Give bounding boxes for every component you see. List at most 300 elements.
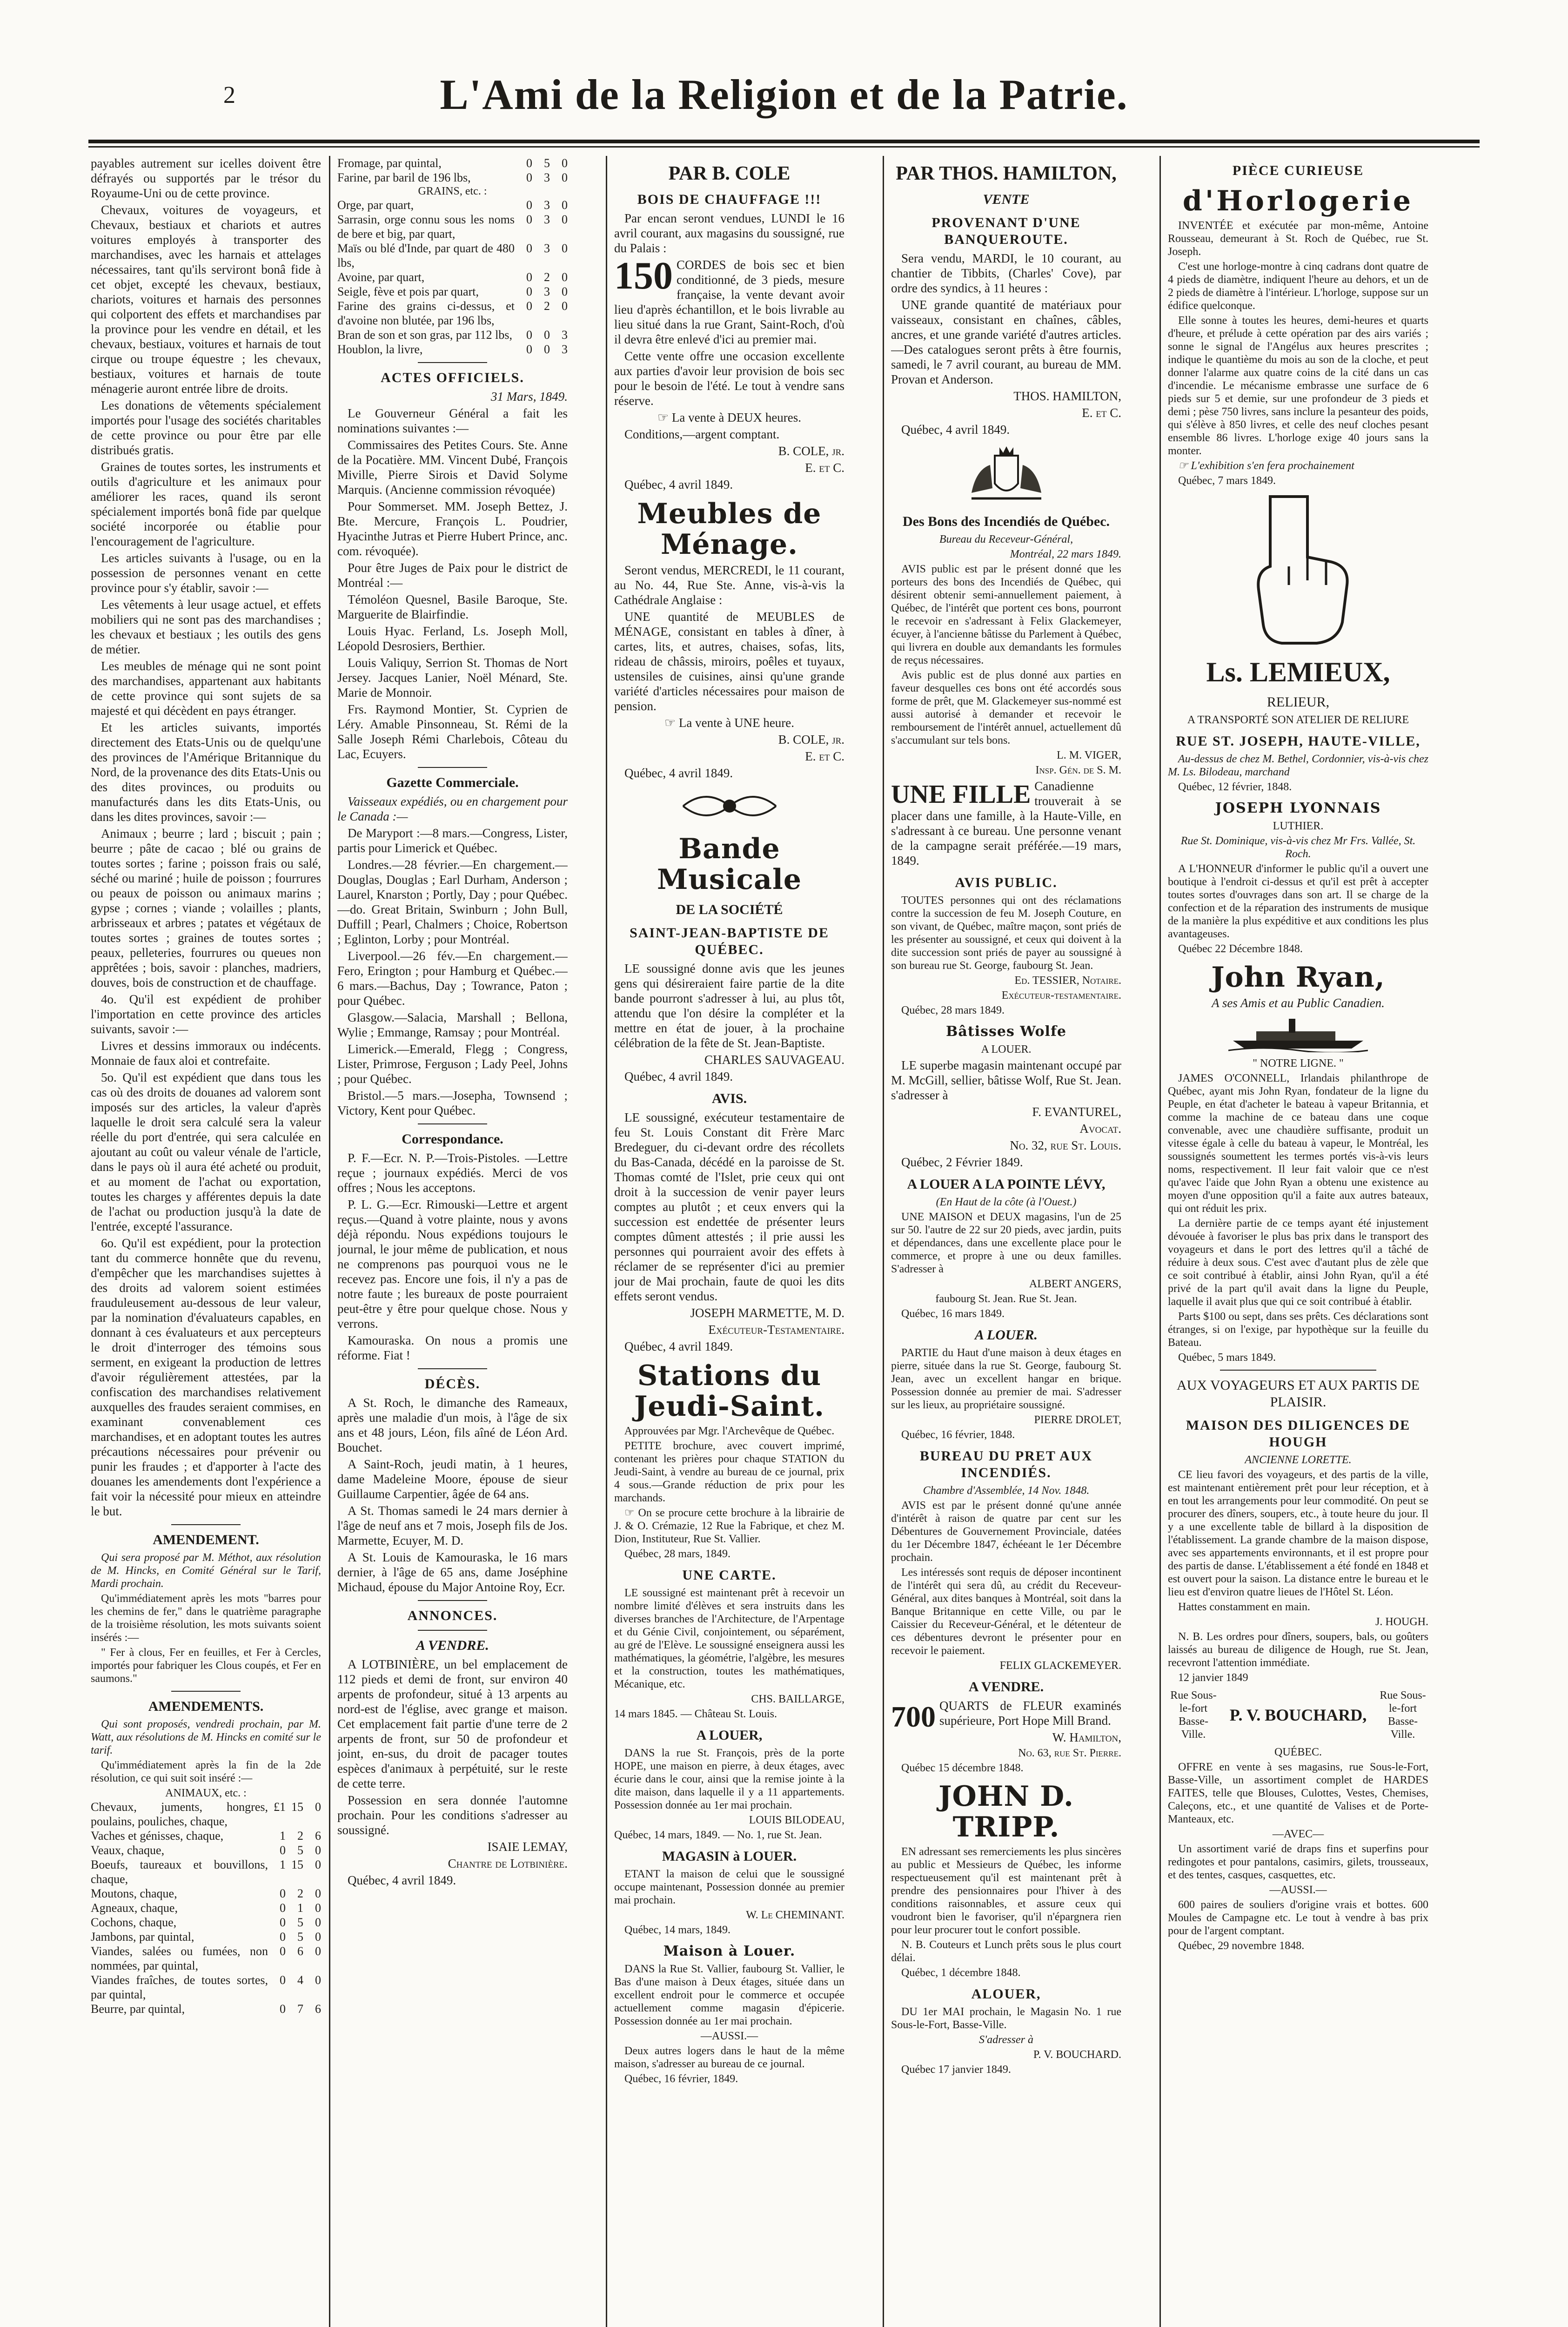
dateline: Québec, 28 mars 1849. — [901, 1004, 1005, 1016]
price-value: 0 — [315, 1800, 321, 1814]
section-heading: Correspondance. — [402, 1131, 503, 1147]
paragraph-text: Canadienne trouverait à se placer dans une famille, à la Haute-Ville, en s'adressant à ce bureau. Une personne venant de la campagne serait préférée.—19 mars, 1849. — [891, 779, 1121, 868]
signature: CHARLES SAUVAGEAU. — [704, 1053, 844, 1067]
signature: F. EVANTUREL, — [1032, 1105, 1121, 1119]
column-separator — [606, 156, 607, 2327]
paragraph: LE soussigné donne avis que les jeunes gens qui désireraient faire partie de la dite bande pourront s'adresser à lui, au plus tôt, attendu que l'on désire la compléter et la mettre en état de jouer, à la prochaine célébration de la fête de St. Jean-Baptiste. — [614, 962, 844, 1050]
signature: Insp. Gén. de S. M. — [1035, 764, 1121, 776]
paragraph: JAMES O'CONNELL, Irlandais philanthrope de Québec, ayant mis John Ryan, fondateur de la ligne du Peuple, en état d'acheter le bateau à vapeur Britannia, et comme la machine de ce bateau dans une coque convenable, avec une chaudière suffisante, produit un vitesse égale à celle du bateau à vapeur, le Montréal, les soussignés soumettent les termes portés vis-à-vis leurs noms, respectivement. Il leur fait valoir que ce n'est qu'avec l'aide que John Ryan a obtenu une existence au moyen d'une opposition qu'il a faite aux autres bateaux, qui ont réduit les prix. — [1168, 1072, 1428, 1215]
paragraph: ETANT la maison de celui que le soussigné occupe maintenant, Possession donnée au premier mai prochain. — [614, 1868, 844, 1906]
paragraph: 4o. Qu'il est expédient de prohiber l'importation en cette province des articles suivants, savoir :— — [91, 992, 321, 1036]
paragraph: DANS la Rue St. Vallier, faubourg St. Vallier, le Bas d'une maison à Deux étages, située dans un excellent endroit pour le commerce et occupée actuellement comme magasin d'épicerie. Possession donnée au 1er mai prochain. — [614, 1963, 844, 2027]
price-item: Avoine, par quart, — [337, 270, 425, 284]
address: Rue Sous-le-fort Basse-Ville. — [1170, 1689, 1217, 1741]
signature: Chantre de Lotbinière. — [448, 1856, 568, 1870]
price-value: 3 — [544, 213, 550, 226]
paragraph: Louis Hyac. Ferland, Ls. Joseph Moll, Léopold Desrosiers, Berthier. — [337, 624, 568, 653]
signature: CHS. BAILLARGE, — [751, 1693, 844, 1705]
paragraph: Pour être Juges de Paix pour le district de Montréal :— — [337, 561, 568, 590]
price-value: 0 — [315, 1843, 321, 1857]
paragraph: Animaux ; beurre ; lard ; biscuit ; pain ; beurre ; pâte de cacao ; blé ou grains de toutes sortes ; farine ; poisson frais ou salé, séché ou mariné ; huile de poisson ; fourrures ou peaux de poisson ou animaux marins ; gypse ; cornes ; viande ; volailles ; plants, arbrisseaux et arbres ; patates et végétaux de toutes sortes ; graines de toutes sortes ; peaux, pelleteries, fourrures ou queues non apprêtées ; bois, savoir : planches, madriers, douves, bois de construction et de chauffage. — [91, 827, 321, 989]
paragraph: Bristol.—5 mars.—Josepha, Townsend ; Victory, Kent pour Québec. — [337, 1089, 568, 1117]
price-value: 5 — [544, 156, 550, 170]
paragraph: A TRANSPORTÉ SON ATELIER DE RELIURE — [1187, 714, 1409, 726]
price-item: Orge, par quart, — [337, 198, 414, 212]
divider — [1220, 1370, 1376, 1371]
dateline: Québec, 16 mars 1849. — [901, 1308, 1005, 1320]
dateline: Québec, 12 février, 1848. — [1178, 781, 1292, 793]
ornament-icon — [678, 785, 781, 827]
price-item: Cochons, chaque, — [91, 1916, 177, 1929]
dateline: 12 janvier 1849 — [1178, 1672, 1248, 1684]
price-value: 0 — [562, 171, 568, 184]
price-value: 0 — [315, 1901, 321, 1915]
divider — [171, 1691, 241, 1692]
paragraph: S'adresser à — [979, 2034, 1033, 2046]
paragraph: UNE MAISON et DEUX magasins, l'un de 25 sur 50. l'autre de 22 sur 20 pieds, avec jardin, puits et dépendances, dans une excellente place pour le commerce, et propre à une ou deux familles. S'adresser à — [891, 1211, 1121, 1275]
price-value: 5 — [297, 1843, 303, 1857]
paragraph: —AVEC— — [1272, 1828, 1324, 1840]
section-heading: Gazette Commerciale. — [386, 775, 519, 790]
price-value: 0 — [526, 156, 532, 170]
paragraph: Approuvées par Mgr. l'Archevêque de Québec. — [624, 1425, 835, 1437]
price-value: 0 — [280, 1901, 286, 1915]
paragraph: A ses Amis et au Public Canadien. — [1212, 996, 1385, 1010]
paragraph: Le Gouverneur Général a fait les nominations suivantes :— — [337, 406, 568, 435]
paragraph: Conditions,—argent comptant. — [624, 427, 780, 441]
paragraph — [891, 1698, 1121, 1733]
ad-heading: MAGASIN à LOUER. — [662, 1849, 797, 1864]
paragraph: A St. Louis de Kamouraska, le 16 mars dernier, à l'âge de 65 ans, dame Joséphine Michaud, épouse du Major Antoine Roy, Ecr. — [337, 1550, 568, 1594]
dateline: Québec, 2 Février 1849. — [901, 1155, 1023, 1169]
ad-heading: AVIS PUBLIC. — [955, 875, 1058, 890]
address: Rue Sous-le-fort Basse-Ville. — [1380, 1689, 1426, 1741]
price-table — [337, 156, 568, 185]
paragraph: DANS la rue St. François, près de la porte HOPE, une maison en pierre, à deux étages, avec écurie dans le cour, ainsi que la remise jointe à la dite maison, dans laquelle il y a 11 appartements. Possession donnée au 1er mai prochain. — [614, 1747, 844, 1811]
price-value: 0 — [280, 2002, 286, 2016]
paragraph: Sera vendu, MARDI, le 10 courant, au chantier de Tibbits, (Charles' Cove), par ordre des syndics, à 11 heures : — [891, 251, 1121, 295]
paragraph: OFFRE en vente à ses magasins, rue Sous-le-Fort, Basse-Ville, un assortiment complet de HARDES FAITES, telle que Blouses, Culottes, Vestes, Chemises, Caleçons, etc., et une quantité de Valises et de Porte-Manteaux, etc. — [1168, 1761, 1428, 1825]
paragraph: EN adressant ses remerciements les plus sincères au public et Messieurs de Québec, les informe respectueusement qu'il est maintenant prêt à prendre des pensionnaires pour l'hiver à des conditions raisonnables, et assure ceux qui voudront bien le favoriser, qu'il n'épargnera rien pour leur procurer tout le confort possible. — [891, 1846, 1121, 1936]
price-row — [337, 270, 568, 284]
paragraph: AVIS est par le présent donné qu'une année d'intérêt à raison de quatre par cent sur les Débentures de Gouvernement Provinciale, datées du 1er Décembre 1847, échéeant le 1er Décembre prochain. — [891, 1500, 1121, 1564]
address: faubourg St. Jean. Rue St. Jean. — [935, 1293, 1077, 1305]
paragraph: A St. Roch, le dimanche des Rameaux, après une maladie d'un mois, à l'âge de six ans et 48 jours, Léon, fils aîné de Léon Ard. Bouchet. — [337, 1396, 568, 1454]
price-value: 7 — [297, 2002, 303, 2016]
ad-subheading: DE LA SOCIÉTÉ — [676, 902, 783, 917]
dateline: Québec, 14 mars, 1849. — No. 1, rue St. Jean. — [614, 1829, 822, 1841]
price-value: 0 — [562, 242, 568, 255]
price-value: 3 — [544, 242, 550, 255]
signature: Exécuteur-testamentaire. — [1001, 989, 1121, 1002]
signature: Avocat. — [1079, 1122, 1121, 1136]
divider — [171, 1524, 241, 1525]
paragraph: C'est une horloge-montre à cinq cadrans dont quatre de 4 pieds de diamètre, indiquent l'heure au dehors, et un de 2 pieds de diamètre à l'intérieur. L'horloge, suppose sur un édifice quelconque. — [1168, 261, 1428, 312]
dateline: Québec 15 décembre 1848. — [901, 1762, 1024, 1774]
paragraph: A Saint-Roch, jeudi matin, à 1 heures, dame Madeleine Moore, épouse de sieur Guillaume Carpentier, âgée de 64 ans. — [337, 1457, 568, 1501]
ad-heading: Stations du Jeudi-Saint. — [634, 1359, 825, 1423]
dateline: Québec, 5 mars 1849. — [1178, 1352, 1276, 1364]
amendment-heading: AMENDEMENT. — [153, 1532, 259, 1547]
address: No. 32, rue St. Louis. — [1010, 1138, 1121, 1152]
signature: PIERRE DROLET, — [1034, 1414, 1121, 1426]
price-value: 3 — [544, 198, 550, 212]
price-row — [91, 1829, 321, 1843]
royal-arms-icon — [962, 442, 1051, 507]
dateline: Québec, 4 avril 1849. — [901, 423, 1010, 437]
signature: E. et C. — [1082, 406, 1121, 420]
masthead — [0, 0, 1568, 149]
price-value: 1 — [297, 1901, 303, 1915]
paragraph: " Fer à clous, Fer en feuilles, et Fer à Cercles, importés pour fabriquer les Clous coupés, et Fer en saumons." — [91, 1647, 321, 1685]
price-value: 0 — [315, 1858, 321, 1871]
paragraph: Les vêtements à leur usage actuel, et effets mobiliers qui ne sont pas des marchandises ; les chevaux et bestiaux ; les outils des gens de métier. — [91, 598, 321, 656]
price-value: 0 — [315, 1973, 321, 1987]
price-value: 0 — [562, 270, 568, 284]
price-row — [337, 156, 568, 170]
column-separator — [329, 156, 330, 2327]
paragraph: UNE quantité de MEUBLES de MÉNAGE, consistant en tables à dîner, à cartes, lits, et autres, chaises, sofas, lits, rideau de châssis, miroirs, poêles et tuyaux, ustensiles de cuisines, ainsi qu'une grande variété d'articles nécessaires pour maison de pension. — [614, 610, 844, 713]
price-value: 0 — [280, 1843, 286, 1857]
pointing-hand-icon — [1238, 492, 1359, 650]
address: No. 63, rue St. Pierre. — [1018, 1747, 1121, 1759]
dateline: Québec, 14 mars, 1849. — [624, 1924, 730, 1936]
paragraph: Deux autres logers dans le haut de la même maison, s'adresser au bureau de ce journal. — [614, 2045, 844, 2070]
section-heading: ANNONCES. — [407, 1608, 498, 1623]
price-item: Vaches et génisses, chaque, — [91, 1829, 224, 1843]
address: No. 1, rue St. Jean. — [737, 1829, 822, 1841]
subheading: GRAINS, etc. : — [418, 185, 487, 197]
price-row — [91, 1930, 321, 1944]
price-item: Houblon, la livre, — [337, 343, 423, 356]
signature: L. M. VIGER, — [1057, 749, 1121, 761]
signature: W. Hamilton, — [1052, 1730, 1121, 1744]
paragraph: N. B. Couteurs et Lunch prêts sous le plus court délai. — [891, 1939, 1121, 1964]
signature: LOUIS BILODEAU, — [749, 1814, 844, 1826]
price-item: Farine, par baril de 196 lbs, — [337, 171, 471, 184]
ad-heading: PAR THOS. HAMILTON, — [896, 163, 1117, 184]
price-value: 4 — [297, 1973, 303, 1987]
paragraph: P. F.—Ecr. N. P.—Trois-Pistoles. —Lettre reçue ; journaux expédiés. Merci de vos offres ; Nous les acceptons. — [337, 1151, 568, 1195]
price-value: 0 — [280, 1930, 286, 1944]
price-value: 0 — [280, 1973, 286, 1987]
price-value: 0 — [544, 343, 550, 356]
masthead-rule-thin — [88, 146, 1480, 148]
price-row — [337, 170, 568, 185]
price-value: 3 — [544, 171, 550, 184]
price-row — [337, 212, 568, 241]
paragraph: Elle sonne à toutes les heures, demi-heures et quarts d'heure, et prélude à cette opération par des airs variés ; sonne le signal de l'Angélus aux heures prescrites ; indique le quantième du mois au son de la cloche, et peut donner l'alarme aux quatre coins de la cité dans un cas d'incendie. Le mécanisme embrasse une surface de 6 pieds sur 5 et demie, sur une profondeur de 3 pieds et demi ; pèse 750 livres, sans inclure la pesanteur des poids, qui s'élève à 850 livres, et celle des neuf cloches pesant ensemble 86 livres. L'horloge exige 40 jours sans la monter. — [1168, 315, 1428, 457]
paragraph: De Maryport :—8 mars.—Congress, Lister, partis pour Limerick et Québec. — [337, 826, 568, 855]
price-item: Boeufs, taureaux et bouvillons, chaque, — [91, 1858, 268, 1886]
ad-heading: BOIS DE CHAUFFAGE !!! — [637, 192, 822, 207]
page-number: 2 — [223, 82, 235, 108]
price-value: 0 — [315, 1887, 321, 1900]
price-value: 6 — [315, 1829, 321, 1843]
price-row — [91, 2002, 321, 2016]
paragraph: CE lieu favori des voyageurs, et des partis de la ville, est maintenant entièrement prêt pour leur réception, et à en tout les arrangements pour leur commodité. On peut se procurer des dîners, soupers, etc., à toute heure du jour. Il y a une excellente table de billard à la disposition de l'établissement. La grande chambre de la maison dispose, avec ses appartements environnants, et il est propre pour des partis de danse. L'établissement a été fondé en 1848 et est ouvert pour la saison. La distance entre le bureau et le lieu est d'environ quatre lieues de l'Hôtel St. Léon. — [1168, 1469, 1428, 1598]
price-value: 0 — [526, 299, 532, 313]
price-value: 1 — [280, 1858, 286, 1871]
price-value: 0 — [526, 328, 532, 342]
ad-heading: JOHN D. TRIPP. — [938, 1780, 1074, 1843]
column-3 — [614, 156, 844, 2327]
price-value: 0 — [526, 242, 532, 255]
divider — [418, 362, 487, 363]
amendment-intro: Qui sera proposé par M. Méthot, aux résolution de M. Hincks, en Comité Général sur le Tarif, Mardi prochain. — [91, 1552, 321, 1590]
paragraph: Par encan seront vendues, LUNDI le 16 avril courant, aux magasins du soussigné, rue du Palais : — [614, 211, 844, 255]
ad-subheading: VENTE — [983, 192, 1030, 207]
price-value: 15 — [291, 1858, 303, 1871]
paragraph: A St. Thomas samedi le 24 mars dernier à l'âge de neuf ans et 7 mois, Joseph fils de Jos. Marmette, Ecuyer, M. D. — [337, 1504, 568, 1547]
ad-heading: BUREAU DU PRET AUX INCENDIÉS. — [919, 1448, 1093, 1480]
price-value: 0 — [562, 198, 568, 212]
paragraph: La dernière partie de ce temps ayant été injustement dévouée à favoriser le plus bas prix dans le transport des voyageurs et dans le port des lettres qu'il a tâché de réduire à deux sous. C'est avec d'autant plus de zèle que ce soit contribué à établir, ainsi John Ryan, qu'il a été privé de la part qu'il avait dans la ligne du Peuple, laquelle il avait plus que qui ce soit contribué à établir. — [1168, 1217, 1428, 1308]
paragraph: Graines de toutes sortes, les instruments et outils d'agriculture et les animaux pour améliorer les races, quand ils seront spécialement importés bonâ fide par quelque société incorporée ou établie pour l'encouragement de l'agriculture. — [91, 460, 321, 548]
amendment-intro: Qui sont proposés, vendredi prochain, par M. Watt, aux résolutions de M. Hincks en comité sur le tarif. — [91, 1718, 321, 1756]
paragraph: AVIS public est par le présent donné que les porteurs des bons des Incendiés de Québec, qui désirent obtenir semi-annuellement paiement, à Québec, de l'intérêt que portent ces bons, pourront le recevoir en s'adressant à Felix Glackemeyer, écuyer, à l'ancienne bâtisse du Parlement à Québec, qui livrera en double aux demandants les formules de reçus nécessaires. — [891, 563, 1121, 666]
paragraph: ANCIENNE LORETTE. — [1245, 1454, 1352, 1466]
dateline: Québec, 28 mars, 1849. — [624, 1548, 730, 1560]
dateline: Montréal, 22 mars 1849. — [1010, 548, 1121, 560]
paragraph: N. B. Les ordres pour dîners, soupers, bals, ou goûters laissés au bureau de diligence de Hough, rue St. Jean, recevront l'attention immédiate. — [1168, 1631, 1428, 1669]
ad-heading: John Ryan, — [1211, 961, 1385, 994]
drop-number: 150 — [614, 254, 673, 297]
paragraph: PARTIE du Haut d'une maison à deux étages en pierre, située dans la rue St. George, faubourg St. Jean, avec un excellent hangar en brique. Possession donnée au premier de mai. S'adresser sur les lieux, au propriétaire soussigné. — [891, 1347, 1121, 1411]
price-value: 6 — [315, 2002, 321, 2016]
paragraph: payables autrement sur icelles doivent être défrayés ou supportés par le trésor du Royaume-Uni ou de cette province. — [91, 156, 321, 200]
price-value: 0 — [562, 156, 568, 170]
bouchard-header — [1168, 1689, 1428, 1741]
signature: B. COLE, jr. — [778, 733, 844, 747]
paragraph: (En Haut de la côte (à l'Ouest.) — [936, 1196, 1077, 1208]
divider — [418, 1600, 487, 1601]
price-row — [337, 284, 568, 299]
ad-heading: PIÈCE CURIEUSE — [1232, 163, 1364, 178]
paragraph: 6o. Qu'il est expédient, pour la protection tant du commerce honnête que du revenu, d'empêcher que les marchandises sujettes à des droits ad valorem soient estimées frauduleusement au-dessous de leur valeur, par la nomination d'évaluateurs capables, en donnant à ces évaluateurs et aux percepteurs le droit d'interroger des témoins sous serment, en exigeant la production de lettres d'avoir régulièrement attestées, par la confiscation des marchandises relativement auxquelles des fraudes seraient commises, en examinant convenablement ces marchandises, et en adoptant toutes les autres précautions nécessaires pour prévenir ou punir les fraudes ; et d'apporter à l'acte des douanes les amendements dont l'expérience a fait voir la nécessité pour mieux en atteindre le but. — [91, 1236, 321, 1518]
price-value: 0 — [562, 285, 568, 298]
price-item: Veaux, chaque, — [91, 1843, 165, 1857]
paragraph: P. L. G.—Ecr. Rimouski—Lettre et argent reçus.—Quand à votre plainte, nous y avons déjà répondu. Nous expédions toujours le journal, le jour même de publication, et nous ne comprenons pas pourquoi vous ne le recevez pas. Encore une fois, il n'y a pas de notre faute ; les bureaux de poste pourraient peut-être y être pour quelque chose. Nous y verrons. — [337, 1197, 568, 1331]
price-item: Sarrasin, orge connu sous les noms de bere et big, par quart, — [337, 213, 515, 241]
dateline: 14 mars 1845. — Château St. Louis. — [614, 1708, 777, 1720]
ad-heading: AVIS. — [711, 1091, 747, 1106]
ad-heading: SAINT-JEAN-BAPTISTE DE QUÉBEC. — [630, 925, 829, 957]
price-value: 6 — [297, 1944, 303, 1958]
paragraph — [614, 254, 844, 347]
ad-heading: A LOUER A LA POINTE LÉVY, — [907, 1177, 1106, 1192]
paragraph: LUTHIER. — [1273, 820, 1324, 832]
date: Québec, 14 mars, 1849. — [614, 1829, 720, 1841]
price-value: 0 — [526, 198, 532, 212]
paragraph-text: QUARTS de FLEUR examinés supérieure, Port Hope Mill Brand. — [939, 1699, 1121, 1728]
price-value: 0 — [526, 285, 532, 298]
price-value: 5 — [297, 1916, 303, 1929]
address: Rue St. Dominique, vis-à-vis chez Mr Frs. Vallée, St. Roch. — [1180, 835, 1416, 860]
ad-heading: UNE FILLE — [891, 780, 1031, 809]
paragraph: Les donations de vêtements spécialement importés pour l'usage des sociétés charitables de cette province ou pour être par elle distribués gratis. — [91, 398, 321, 457]
paragraph-text: CORDES de bois sec et bien conditionné, de 3 pieds, mesure française, la vente devant avoir lieu d'après échantillon, et le bois livrable au lieu situé dans la rue Grant, Saint-Roch, d'où il devra être enlevé d'ici au premier mai. — [614, 258, 844, 346]
price-value: 0 — [315, 1930, 321, 1944]
paragraph: Qu'immédiatement après les mots "barres pour les chemins de fer," dans le quatrième paragraphe de la troisième résolution, les mots suivants soient insérés :— — [91, 1593, 321, 1644]
paragraph: PETITE brochure, avec couvert imprimé, contenant les prières pour chaque STATION du Jeudi-Saint, à vendre au bureau de ce journal, prix 4 sous.—Grande réduction de prix pour les marchands. — [614, 1440, 844, 1504]
signature: Ed. TESSIER, Notaire. — [1014, 975, 1121, 987]
dateline: Québec, 4 avril 1849. — [348, 1873, 456, 1887]
paragraph: Hattes constamment en main. — [1178, 1601, 1310, 1613]
price-value: 15 — [291, 1800, 303, 1814]
price-row — [337, 299, 568, 328]
price-row — [91, 1800, 321, 1829]
dateline: Québec, 16 février, 1849. — [624, 2073, 738, 2085]
price-item: Maïs ou blé d'Inde, par quart de 480 lbs, — [337, 242, 515, 269]
price-row — [91, 1973, 321, 2002]
paragraph: Les intéressés sont requis de déposer incontinent de l'intérêt qui sera dû, au crédit du Receveur-Général, aux dites banques à Montréal, soit dans la Banque Britannique en cette Ville, ou par le Caissier du Receveur-Général, et le détenteur de ces débentures devront le présenter pour en recevoir le paiement. — [891, 1567, 1121, 1657]
paragraph: Seront vendus, MERCREDI, le 11 courant, au No. 44, Rue Ste. Anne, vis-à-vis la Cathédrale Anglaise : — [614, 563, 844, 607]
masthead-rule — [88, 140, 1480, 143]
paragraph: Chambre d'Assemblée, 14 Nov. 1848. — [923, 1485, 1090, 1497]
price-value: 2 — [544, 299, 550, 313]
paragraph: 600 paires de souliers d'origine vrais et bottes. 600 Moules de Campagne etc. Le tout à vendre à bas prix pour de l'argent comptant. — [1168, 1899, 1428, 1937]
section-heading: DÉCÈS. — [424, 1376, 481, 1392]
paragraph: Kamouraska. On nous a promis une réforme. Fiat ! — [337, 1333, 568, 1362]
price-value: 0 — [526, 343, 532, 356]
price-item: Viandes fraîches, de toutes sortes, par quintal, — [91, 1973, 268, 2001]
price-item: Beurre, par quintal, — [91, 2002, 185, 2016]
paragraph: UNE grande quantité de matériaux pour vaisseaux, consistant en chaînes, câbles, ancres, et une grande variété d'autres articles.—Des catalogues seront prêts à être fournis, samedi, le 7 avril courant, au bureau de MM. Provan et Anderson. — [891, 298, 1121, 386]
price-value: 2 — [544, 270, 550, 284]
price-value: 3 — [544, 285, 550, 298]
location: Château St. Louis. — [694, 1708, 777, 1720]
ad-heading: d'Horlogerie — [1182, 185, 1414, 217]
dateline: Québec 22 Décembre 1848. — [1178, 943, 1303, 955]
ad-heading: PAR B. COLE — [668, 163, 791, 184]
dateline: Québec, 7 mars 1849. — [1178, 475, 1276, 487]
price-row — [337, 328, 568, 342]
paragraph: Louis Valiquy, Serrion St. Thomas de Nort Jersey. Jacques Lanier, Noël Ménard, Ste. Marie de Monnoir. — [337, 656, 568, 699]
paragraph: LE soussigné est maintenant prêt à recevoir un nombre limité d'élèves et sera instruits dans les diverses branches de l'Architecture, de l'Arpentage et du Génie Civil, conjointement, ou séparément, au gré de l'Elève. Le soussigné enseignera aussi les mathématiques, la géométrie, l'algèbre, les mesures et la construction, toutes les mathématiques, Mécanique, etc. — [614, 1587, 844, 1690]
ad-heading: Maison à Louer. — [663, 1943, 796, 1959]
signature: ISAIE LEMAY, — [487, 1840, 568, 1854]
price-value: 2 — [297, 1829, 303, 1843]
ad-heading: JOSEPH LYONNAIS — [1215, 800, 1381, 816]
price-value: 0 — [544, 328, 550, 342]
column-separator — [883, 156, 884, 2327]
price-value: 0 — [315, 1944, 321, 1958]
ad-heading: ALOUER, — [971, 1986, 1041, 2002]
price-item: Moutons, chaque, — [91, 1887, 177, 1900]
dateline: Québec, 4 avril 1849. — [624, 1069, 733, 1083]
price-item: Agneaux, chaque, — [91, 1901, 178, 1915]
paragraph: " NOTRE LIGNE. " — [1253, 1057, 1344, 1069]
paragraph: A LOTBINIÈRE, un bel emplacement de 112 pieds et demi de front, sur environ 40 arpents de profondeur, situé à 13 arpents au nord-est de l'église, avec grange et maison. Cet emplacement fait partie d'une terre de 2 arpents de front, sur 50 de profondeur et joint, en-sus, du droit de pacager toutes espèces d'animaux à perpétuité, sur le reste de cette terre. — [337, 1657, 568, 1790]
paragraph: Chevaux, voitures de voyageurs, et Chevaux, bestiaux et chariots et autres voitures employés à transporter des marchandises, avec les harnais et attelages nécessaires, tant qu'ils serviront bonâ fide à cet objet, excepté les chevaux, bestiaux, chariots, voitures et harnais des personnes qui colportent des effets et marchandises par la province pour les vendre en détail, et les chevaux, bestiaux, voitures et harnais de tout cirque ou troupe équestre ; les chevaux, bestiaux, voitures et harnais de toute ménagerie auront entrée libre de droits. — [91, 203, 321, 396]
signature: FELIX GLACKEMEYER. — [999, 1660, 1121, 1672]
paragraph: Témoléon Quesnel, Basile Baroque, Ste. Marguerite de Blairfindie. — [337, 592, 568, 621]
column-1 — [91, 156, 321, 2327]
paragraph: TOUTES personnes qui ont des réclamations contre la succession de feu M. Joseph Couture, en son vivant, de Québec, maître maçon, sont priés de les présenter au soussigné, et ceux qui doivent à la dite succession sont priés de payer au soussigné à son bureau rue St. George, faubourg St. Jean. — [891, 894, 1121, 972]
paragraph: Londres.—28 février.—En chargement.—Douglas, Douglas ; Earl Durham, Anderson ; Laurel, Knarston ; Portly, Day ; pour Québec.—do. Great Britain, Swinburn ; John Bull, Duffill ; Pearl, Chalmers ; Choice, Robertson ; Eglinton, Lorby ; pour Montréal. — [337, 858, 568, 946]
ad-heading: Bande Musicale — [657, 833, 802, 896]
paragraph: Et les articles suivants, importés directement des Etats-Unis ou de quelqu'une des provinces de l'Amérique Britannique du Nord, de la provenance des dits Etats-Unis ou des dites provinces, ou produits ou manufacturés dans les dits Etats-Unis, ou dans les dites provinces, savoir :— — [91, 720, 321, 824]
paragraph — [891, 779, 1121, 868]
paragraph: LE superbe magasin maintenant occupé par M. McGill, sellier, bâtisse Wolf, Rue St. Jean. s'adresser à — [891, 1058, 1121, 1102]
signature: B. COLE, jr. — [778, 444, 844, 458]
paragraph: ☞ La vente à UNE heure. — [664, 716, 795, 730]
column-4 — [891, 156, 1121, 2327]
price-item: Bran de son et son gras, par 112 lbs, — [337, 328, 512, 342]
signature: E. et C. — [805, 461, 844, 475]
paragraph: Les meubles de ménage qui ne sont point des marchandises, appartenant aux habitants de cette province qui sont sujets de sa majesté et qui décèdent en pays étranger. — [91, 659, 321, 718]
price-value: 0 — [280, 1916, 286, 1929]
signature: W. Le CHEMINANT. — [746, 1909, 844, 1921]
price-row — [337, 241, 568, 270]
amendments-heading: AMENDEMENTS. — [148, 1699, 264, 1714]
price-value: 0 — [315, 1916, 321, 1929]
paragraph: A L'HONNEUR d'informer le public qu'il a ouvert une boutique à l'endroit ci-dessus et qu'il est prêt à accepter toutes sortes d'ouvrages dans son art. Il se charge de la confection et de la réparation des instruments de musique de la manière la plus expéditive et aux conditions les plus avantageuses. — [1168, 863, 1428, 940]
price-value: 5 — [297, 1930, 303, 1944]
price-row — [337, 198, 568, 212]
section-heading: ACTES OFFICIELS. — [381, 370, 524, 385]
price-table — [337, 198, 568, 356]
price-item: Seigle, fève et pois par quart, — [337, 285, 479, 298]
paragraph: Livres et dessins immoraux ou indécents. Monnaie de faux aloi et contrefaite. — [91, 1039, 321, 1068]
paragraph: Liverpool.—26 fév.—En chargement.—Fero, Erington ; pour Hamburg et Québec.—6 mars.—Bachus, Day ; Towrance, Paton ; pour Québec. — [337, 949, 568, 1008]
signature: THOS. HAMILTON, — [1013, 389, 1121, 403]
drop-number: 700 — [891, 1700, 936, 1733]
ad-heading: Meubles de Ménage. — [637, 498, 822, 561]
price-value: 0 — [526, 171, 532, 184]
dateline: Québec, 4 avril 1849. — [624, 1339, 733, 1353]
ad-heading: A VENDRE. — [968, 1679, 1044, 1695]
ad-heading: Bâtisses Wolfe — [946, 1023, 1066, 1040]
price-item: Farine des grains ci-dessus, et d'avoine non blutée, par 196 lbs, — [337, 299, 515, 327]
date: 14 mars 1845. — [614, 1708, 678, 1720]
paragraph: Glasgow.—Salacia, Marshall ; Bellona, Wylie ; Emmange, Ramsay ; pour Montréal. — [337, 1010, 568, 1039]
ad-heading: Des Bons des Incendiés de Québec. — [902, 514, 1110, 529]
paragraph: —AUSSI.— — [1269, 1884, 1327, 1896]
paragraph: ☞ On se procure cette brochure à la librairie de J. & O. Crémazie, 12 Rue la Fabrique, et chez M. Dion, Instituteur, Rue St. Vallier. — [614, 1507, 844, 1545]
paragraph: LE soussigné, exécuteur testamentaire de feu St. Louis Constant dit Frère Marc Bredeguer, du ci-devant ordre des récollets du Bas-Canada, décédé en la paroisse de St. Thomas comté de l'Islet, prie ceux qui ont droit à la succession de venir payer leurs comptes au plutôt ; et ceux envers qui la succession est endettée de présenter leurs comptes dûment attestés ; il prie aussi les personnes qui pourraient avoir des effets à réclamer de se représenter d'ici au premier jour de Mai prochain, faute de quoi les dits effets seront vendus. — [614, 1110, 844, 1303]
paragraph: Vaisseaux expédiés, ou en chargement pour le Canada :— — [337, 794, 568, 823]
price-row — [91, 1944, 321, 1973]
price-value: 0 — [280, 1944, 286, 1958]
newspaper-title: L'Ami de la Religion et de la Patrie. — [440, 71, 1128, 118]
price-row — [91, 1901, 321, 1915]
paragraph: Avis public est de plus donné aux parties en faveur desquelles ces bons ont été accordés sous forme de prêt, que M. Glackemeyer sus-nommé est aussi autorisé à demander et recevoir le remboursement de l'intérêt annuel, actuellement dû s'accumulant sur tels bons. — [891, 669, 1121, 747]
divider — [418, 1630, 487, 1631]
paragraph: —AUSSI.— — [700, 2030, 758, 2042]
price-value: £1 — [274, 1800, 286, 1814]
signature: ALBERT ANGERS, — [1029, 1278, 1121, 1290]
price-item: Jambons, par quintal, — [91, 1930, 194, 1944]
signature: E. et C. — [805, 749, 844, 763]
price-value: 2 — [297, 1887, 303, 1900]
column-5 — [1168, 156, 1428, 2327]
dateline: Québec 17 janvier 1849. — [901, 2064, 1011, 2076]
paragraph: Cette vente offre une occasion excellente aux parties d'avoir leur provision de bois sec pour le besoin de l'été. Le tout à vendre sans réserve. — [614, 349, 844, 408]
city: QUÉBEC. — [1274, 1746, 1322, 1758]
paragraph: Bureau du Receveur-Général, — [939, 533, 1073, 545]
divider — [418, 1123, 487, 1124]
subheading: ANIMAUX, etc. : — [165, 1787, 247, 1799]
price-value: 3 — [562, 343, 568, 356]
price-value: 0 — [526, 213, 532, 226]
price-value: 0 — [280, 1887, 286, 1900]
divider — [418, 767, 487, 768]
dateline: Québec, 29 novembre 1848. — [1178, 1940, 1305, 1952]
dateline: Québec, 1 décembre 1848. — [901, 1967, 1021, 1979]
dateline: Québec, 16 février, 1848. — [901, 1429, 1015, 1441]
